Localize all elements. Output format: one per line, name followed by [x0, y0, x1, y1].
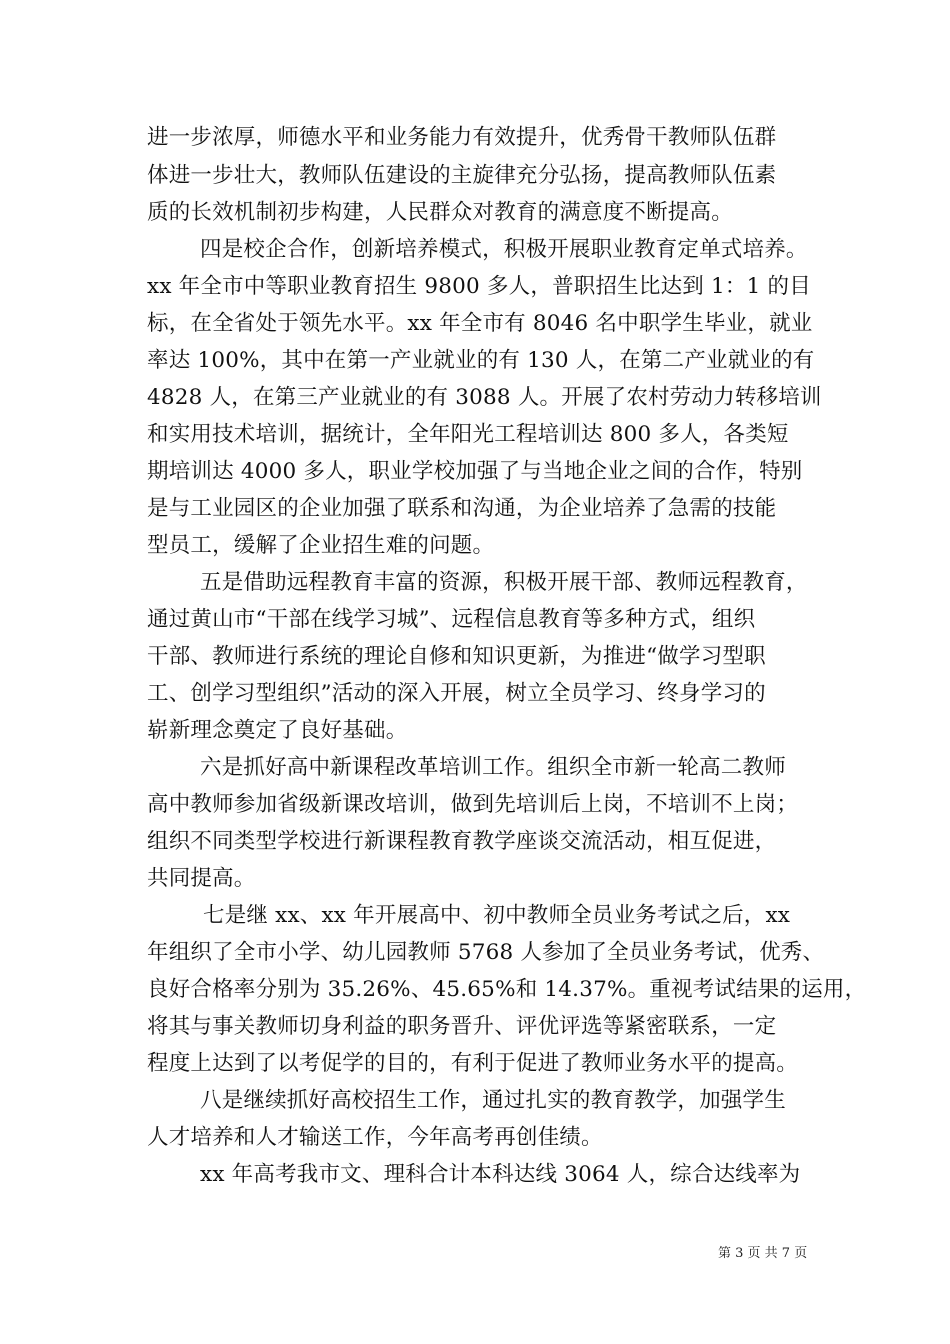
text-line: 将其与事关教师切身利益的职务晋升、评优评选等紧密联系，一定 — [147, 1014, 777, 1039]
page-number-footer: 第 3 页 共 7 页 — [718, 1246, 808, 1261]
text-line: 期培训达 4000 多人，职业学校加强了与当地企业之间的合作，特别 — [147, 459, 803, 484]
text-line: 崭新理念奠定了良好基础。 — [147, 718, 408, 743]
text-line: xx 年全市中等职业教育招生 9800 多人，普职招生比达到 1：1 的目 — [147, 274, 811, 299]
text-line: 质的长效机制初步构建，人民群众对教育的满意度不断提高。 — [147, 200, 733, 225]
text-line: 体进一步壮大，教师队伍建设的主旋律充分弘扬，提高教师队伍素 — [147, 163, 777, 188]
paragraph-start-line: 四是校企合作，创新培养模式，积极开展职业教育定单式培养。 — [200, 237, 808, 262]
text-line: 年组织了全市小学、幼儿园教师 5768 人参加了全员业务考试，优秀、 — [147, 940, 825, 965]
text-line: 型员工，缓解了企业招生难的问题。 — [147, 533, 495, 558]
paragraph-start-line: 五是借助远程教育丰富的资源，积极开展干部、教师远程教育， — [200, 570, 808, 595]
paragraph-start-line: 六是抓好高中新课程改革培训工作。组织全市新一轮高二教师 — [200, 755, 786, 780]
text-line: 干部、教师进行系统的理论自修和知识更新，为推进“做学习型职 — [147, 644, 766, 669]
text-line: 率达 100%，其中在第一产业就业的有 130 人，在第二产业就业的有 — [147, 348, 815, 373]
text-line: 良好合格率分别为 35.26%、45.65%和 14.37%。重视考试结果的运用， — [147, 977, 867, 1002]
paragraph-start-line: 八是继续抓好高校招生工作，通过扎实的教育教学，加强学生 — [200, 1088, 786, 1113]
text-line: 组织不同类型学校进行新课程教育教学座谈交流活动，相互促进， — [147, 829, 777, 854]
text-line: 通过黄山市“干部在线学习城”、远程信息教育等多种方式，组织 — [147, 607, 756, 632]
text-line: 工、创学习型组织”活动的深入开展，树立全员学习、终身学习的 — [147, 681, 766, 706]
text-line: 共同提高。 — [147, 866, 256, 891]
paragraph-start-line: 七是继 xx、xx 年开展高中、初中教师全员业务考试之后，xx — [203, 903, 791, 928]
text-line: 是与工业园区的企业加强了联系和沟通，为企业培养了急需的技能 — [147, 496, 777, 521]
text-line: 和实用技术培训，据统计，全年阳光工程培训达 800 多人，各类短 — [147, 422, 789, 447]
text-line: 程度上达到了以考促学的目的，有利于促进了教师业务水平的提高。 — [147, 1051, 799, 1076]
text-line: 人才培养和人才输送工作，今年高考再创佳绩。 — [147, 1125, 603, 1150]
text-line: 4828 人，在第三产业就业的有 3088 人。开展了农村劳动力转移培训 — [147, 385, 822, 410]
text-line: 高中教师参加省级新课改培训，做到先培训后上岗，不培训不上岗； — [147, 792, 799, 817]
paragraph-start-line: xx 年高考我市文、理科合计本科达线 3064 人，综合达线率为 — [200, 1162, 801, 1187]
text-line: 标，在全省处于领先水平。xx 年全市有 8046 名中职学生毕业，就业 — [147, 311, 813, 336]
text-line: 进一步浓厚，师德水平和业务能力有效提升，优秀骨干教师队伍群 — [147, 125, 777, 150]
